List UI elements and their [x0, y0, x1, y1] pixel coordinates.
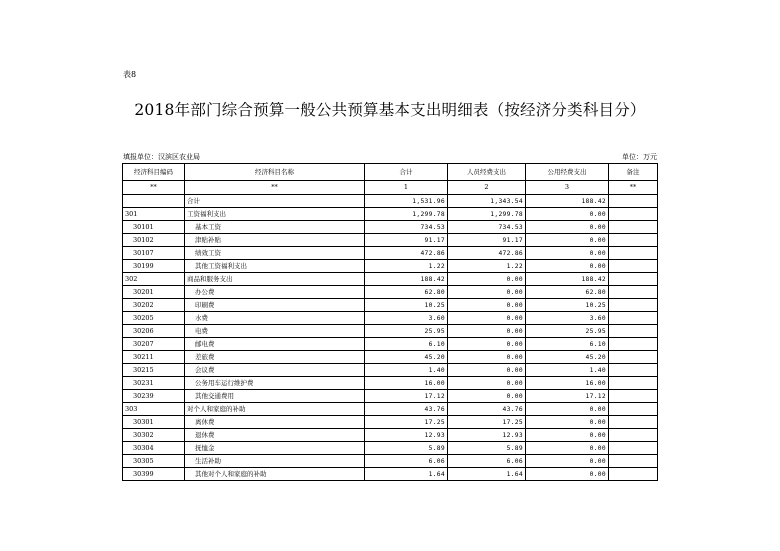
row-name: 公务用车运行维护费 [185, 377, 365, 390]
row-personnel: 0.00 [448, 338, 526, 351]
table-row [123, 468, 658, 481]
row-code: 30107 [123, 247, 185, 260]
row-total: 45.20 [365, 351, 448, 364]
row-public: 0.00 [526, 429, 609, 442]
row-code: 30302 [123, 429, 185, 442]
row-public: 10.25 [526, 299, 609, 312]
row-code: 30239 [123, 390, 185, 403]
row-code: 30202 [123, 299, 185, 312]
row-code: 30231 [123, 377, 185, 390]
row-personnel: 12.93 [448, 429, 526, 442]
table-row [123, 247, 658, 260]
header-note: 备注 [609, 164, 658, 181]
row-note [609, 442, 658, 455]
row-personnel: 0.00 [448, 312, 526, 325]
row-note [609, 299, 658, 312]
row-name: 其他工资福利支出 [185, 260, 365, 273]
header-total: 合计 [365, 164, 448, 181]
row-note [609, 195, 658, 208]
row-personnel: 1.22 [448, 260, 526, 273]
row-personnel: 0.00 [448, 273, 526, 286]
row-name: 印刷费 [185, 299, 365, 312]
table-row [123, 403, 658, 416]
row-note [609, 208, 658, 221]
row-code: 301 [123, 208, 185, 221]
row-public: 0.00 [526, 442, 609, 455]
row-public: 1.40 [526, 364, 609, 377]
row-name: 电费 [185, 325, 365, 338]
row-personnel: 0.00 [448, 325, 526, 338]
marker-cell: ** [185, 181, 365, 195]
row-note [609, 312, 658, 325]
row-total: 17.12 [365, 390, 448, 403]
row-note [609, 403, 658, 416]
row-code: 302 [123, 273, 185, 286]
table-row [123, 208, 658, 221]
row-total: 10.25 [365, 299, 448, 312]
row-code: 30199 [123, 260, 185, 273]
table-row [123, 351, 658, 364]
row-personnel: 6.06 [448, 455, 526, 468]
marker-cell: 3 [526, 181, 609, 195]
row-total: 17.25 [365, 416, 448, 429]
table-row [123, 195, 658, 208]
table-row [123, 377, 658, 390]
row-name: 基本工资 [185, 221, 365, 234]
table-row [123, 390, 658, 403]
row-personnel: 734.53 [448, 221, 526, 234]
row-code: 30207 [123, 338, 185, 351]
row-personnel: 5.89 [448, 442, 526, 455]
table-row [123, 338, 658, 351]
row-personnel: 0.00 [448, 390, 526, 403]
row-note [609, 377, 658, 390]
row-name: 对个人和家庭的补助 [185, 403, 365, 416]
table-number: 表8 [123, 70, 137, 79]
row-public: 0.00 [526, 403, 609, 416]
row-total: 5.89 [365, 442, 448, 455]
table-row [123, 442, 658, 455]
row-name: 水费 [185, 312, 365, 325]
table-row [123, 325, 658, 338]
row-public: 0.00 [526, 221, 609, 234]
row-name: 离休费 [185, 416, 365, 429]
row-note [609, 234, 658, 247]
table-row [123, 273, 658, 286]
row-note [609, 416, 658, 429]
row-personnel: 472.86 [448, 247, 526, 260]
row-public: 188.42 [526, 195, 609, 208]
row-public: 62.80 [526, 286, 609, 299]
row-total: 472.86 [365, 247, 448, 260]
row-personnel: 17.25 [448, 416, 526, 429]
row-note [609, 247, 658, 260]
row-name: 会议费 [185, 364, 365, 377]
row-code [123, 195, 185, 208]
marker-cell: 1 [365, 181, 448, 195]
row-total: 62.80 [365, 286, 448, 299]
row-note [609, 273, 658, 286]
row-name: 商品和服务支出 [185, 273, 365, 286]
reporting-unit: 填报单位：汉滨区农业局 [123, 153, 200, 161]
marker-cell: ** [609, 181, 658, 195]
row-note [609, 260, 658, 273]
row-personnel: 0.00 [448, 351, 526, 364]
row-note [609, 325, 658, 338]
header-code: 经济科目编码 [123, 164, 185, 181]
row-total: 6.06 [365, 455, 448, 468]
row-personnel: 0.00 [448, 286, 526, 299]
row-total: 3.60 [365, 312, 448, 325]
row-public: 0.00 [526, 234, 609, 247]
header-row [123, 164, 658, 181]
table-row [123, 286, 658, 299]
row-public: 16.00 [526, 377, 609, 390]
row-total: 1.40 [365, 364, 448, 377]
row-name: 其他交通费用 [185, 390, 365, 403]
row-name: 退休费 [185, 429, 365, 442]
row-code: 30102 [123, 234, 185, 247]
row-code: 303 [123, 403, 185, 416]
table-row [123, 429, 658, 442]
row-code: 30301 [123, 416, 185, 429]
currency-unit: 单位：万元 [622, 153, 657, 161]
row-public: 0.00 [526, 260, 609, 273]
marker-cell: ** [123, 181, 185, 195]
row-code: 30201 [123, 286, 185, 299]
header-name: 经济科目名称 [185, 164, 365, 181]
table-row [123, 260, 658, 273]
row-public: 188.42 [526, 273, 609, 286]
row-personnel: 43.76 [448, 403, 526, 416]
row-name: 邮电费 [185, 338, 365, 351]
row-name: 合计 [185, 195, 365, 208]
table-row [123, 221, 658, 234]
table-row [123, 234, 658, 247]
marker-cell: 2 [448, 181, 526, 195]
row-personnel: 0.00 [448, 377, 526, 390]
row-name: 生活补助 [185, 455, 365, 468]
row-public: 0.00 [526, 247, 609, 260]
row-code: 30215 [123, 364, 185, 377]
row-code: 30399 [123, 468, 185, 481]
row-total: 734.53 [365, 221, 448, 234]
row-code: 30211 [123, 351, 185, 364]
row-public: 45.20 [526, 351, 609, 364]
row-total: 43.76 [365, 403, 448, 416]
row-name: 抚恤金 [185, 442, 365, 455]
row-name: 办公费 [185, 286, 365, 299]
table-row [123, 364, 658, 377]
row-name: 工资福利支出 [185, 208, 365, 221]
row-total: 16.00 [365, 377, 448, 390]
row-total: 91.17 [365, 234, 448, 247]
table-row [123, 312, 658, 325]
row-name: 差旅费 [185, 351, 365, 364]
header-personnel: 人员经费支出 [448, 164, 526, 181]
row-note [609, 429, 658, 442]
row-total: 1,531.96 [365, 195, 448, 208]
row-note [609, 455, 658, 468]
row-total: 25.95 [365, 325, 448, 338]
row-note [609, 338, 658, 351]
marker-row [123, 181, 658, 195]
row-total: 1,299.78 [365, 208, 448, 221]
row-personnel: 91.17 [448, 234, 526, 247]
table-row [123, 455, 658, 468]
row-public: 3.60 [526, 312, 609, 325]
row-total: 1.64 [365, 468, 448, 481]
row-public: 0.00 [526, 416, 609, 429]
row-note [609, 351, 658, 364]
row-name: 绩效工资 [185, 247, 365, 260]
row-code: 30304 [123, 442, 185, 455]
row-total: 188.42 [365, 273, 448, 286]
row-note [609, 221, 658, 234]
row-public: 0.00 [526, 468, 609, 481]
row-note [609, 390, 658, 403]
page-title: 2018年部门综合预算一般公共预算基本支出明细表（按经济分类科目分） [134, 101, 646, 119]
row-public: 25.95 [526, 325, 609, 338]
row-note [609, 364, 658, 377]
row-total: 1.22 [365, 260, 448, 273]
row-total: 6.10 [365, 338, 448, 351]
row-code: 30101 [123, 221, 185, 234]
row-personnel: 0.00 [448, 299, 526, 312]
row-public: 6.10 [526, 338, 609, 351]
row-personnel: 1,299.78 [448, 208, 526, 221]
row-personnel: 0.00 [448, 364, 526, 377]
budget-table [122, 163, 658, 481]
header-public: 公用经费支出 [526, 164, 609, 181]
row-public: 0.00 [526, 455, 609, 468]
row-note [609, 286, 658, 299]
row-name: 津贴补贴 [185, 234, 365, 247]
table-row [123, 416, 658, 429]
row-total: 12.93 [365, 429, 448, 442]
row-personnel: 1.64 [448, 468, 526, 481]
row-name: 其他对个人和家庭的补助 [185, 468, 365, 481]
row-code: 30205 [123, 312, 185, 325]
row-personnel: 1,343.54 [448, 195, 526, 208]
row-code: 30206 [123, 325, 185, 338]
row-code: 30305 [123, 455, 185, 468]
row-public: 0.00 [526, 208, 609, 221]
table-row [123, 299, 658, 312]
row-public: 17.12 [526, 390, 609, 403]
row-note [609, 468, 658, 481]
